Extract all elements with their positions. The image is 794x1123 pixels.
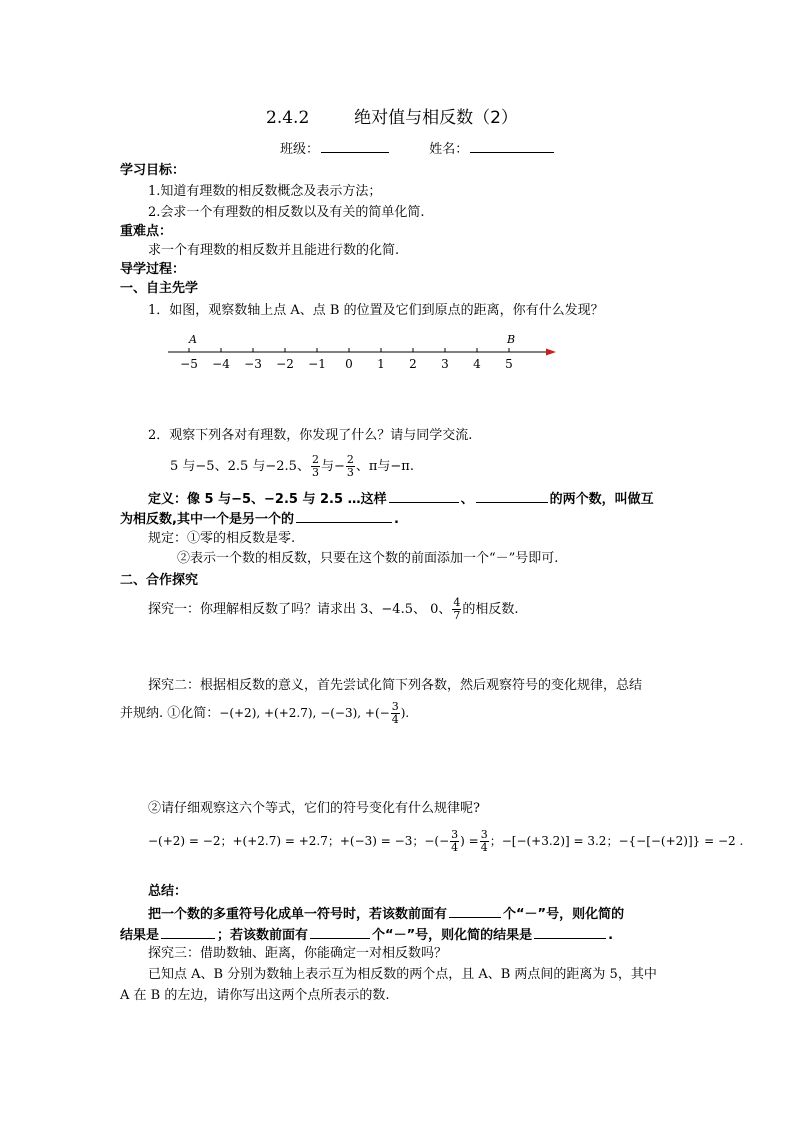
summary-blank-4[interactable] [534,926,606,939]
axis-tick-label: −1 [308,357,326,371]
page-title [266,108,518,128]
exploration-1: 探究一：你理解相反数了吗？请求出 3、−4.5、 0、 $\frac{4}{7}$ 的相反数. [148,596,519,622]
axis-tick-label: 1 [377,357,385,371]
number-line [0,330,794,380]
summary-line-1: 把一个数的多重符号化成单一符号时，若该数前面有 个“－”号，则化简的 [148,907,625,922]
axis-tick-label: −3 [244,357,262,371]
axis-tick-label: 3 [441,357,449,371]
exploration-2-line-1: 探究二：根据相反数的意义，首先尝试化简下列各数，然后观察符号的变化规律，总结 [148,678,643,693]
exploration-4-line-2: 已知点 A、B 分别为数轴上表示互为相反数的两个点，且 A、B 两点间的距离为 5，其中 [148,967,657,982]
summary-blank-2[interactable] [161,926,215,939]
axis-tick-label: −4 [212,357,230,371]
equations-line: −(+2) = −2；+(+2.7) = +2.7；+(−3) = −3；−(− $\frac{3}{4}$ ) = $\frac{3}{4}$ ；−[−(+3.2)] = 3.2；−{−[−(+2)]} = −2 . [148,828,744,854]
axis-tick-label: 4 [473,357,481,371]
exploration-4-line-1: 探究三：借助数轴、距离，你能确定一对相反数吗？ [148,946,448,961]
axis-tick-label: 5 [505,357,513,371]
definition-blank-3[interactable] [296,510,392,523]
summary-heading: 总结： [148,884,188,899]
rule-2: ②表示一个数的相反数，只要在这个数的前面添加一个“－”号即可. [177,551,559,566]
definition-blank-2[interactable] [476,490,548,503]
part2-heading: 二、合作探究 [120,573,199,588]
name-field[interactable] [470,140,554,153]
pairs-part1: 5 与−5、2.5 与−2.5、 [170,459,310,474]
key-text: 求一个有理数的相反数并且能进行数的化简. [148,243,400,258]
name-label: 姓名： [429,142,469,157]
key-heading: 重难点： [120,224,173,239]
axis-tick-label: 2 [409,357,417,371]
title-text: 绝对值与相反数（2） [354,108,518,128]
number-pairs [170,452,414,482]
section-number: 2.4.2 [266,108,310,128]
question-1: 1．如图，观察数轴上点 A、点 B 的位置及它们到原点的距离，你有什么发现？ [148,303,604,318]
pairs-part2: 、π与−π. [355,459,414,474]
fraction: $\frac{2}{3}$ [346,453,354,479]
definition-line-1: 定义：像 5 与−5、−2.5 与 2.5 …这样 、 的两个数，叫做互 [148,492,654,507]
fraction: $\frac{3}{4}$ [391,700,399,726]
summary-line-2: 结果是 ；若该数前面有 个“－”号，则化简的结果是 . [120,928,614,943]
fraction: $\frac{4}{7}$ [453,596,461,622]
axis-tick-label: −5 [180,357,198,371]
definition-line-2: 为相反数,其中一个是另一个的 . [120,512,399,527]
part1-heading: 一、自主先学 [120,281,199,296]
fraction: $\frac{3}{4}$ [451,828,459,854]
class-name-line [280,140,556,158]
question-2: 2．观察下列各对有理数，你发现了什么？请与同学交流. [148,428,473,443]
definition-blank-1[interactable] [389,490,459,503]
exploration-3-text: ②请仔细观察这六个等式，它们的符号变化有什么规律呢? [148,801,480,816]
objectives-heading: 学习目标： [120,163,186,178]
objective-item: 1.知道有理数的相反数概念及表示方法； [148,184,382,199]
class-field[interactable] [321,140,389,153]
exploration-4-line-3: A 在 B 的左边，请你写出这两个点所表示的数. [120,988,390,1003]
fraction: $\frac{3}{4}$ [480,828,488,854]
axis-tick-label: −2 [276,357,294,371]
rule-1: 规定：①零的相反数是零. [148,531,296,546]
process-heading: 导学过程： [120,262,186,277]
pairs-mid: 与− [320,459,345,474]
objective-item: 2.会求一个有理数的相反数以及有关的简单化简. [148,205,425,220]
axis-tick-label: 0 [345,357,353,371]
summary-blank-3[interactable] [310,926,370,939]
summary-blank-1[interactable] [449,905,501,918]
exploration-2-line-2: 并规纳. ①化简：−(+2), +(+2.7), −(−3), +(− $\frac{3}{4}$ ). [120,700,410,726]
class-label: 班级： [280,142,320,157]
point-a-label: A [189,333,197,346]
point-b-label: B [507,333,516,346]
fraction: $\frac{2}{3}$ [311,453,319,479]
